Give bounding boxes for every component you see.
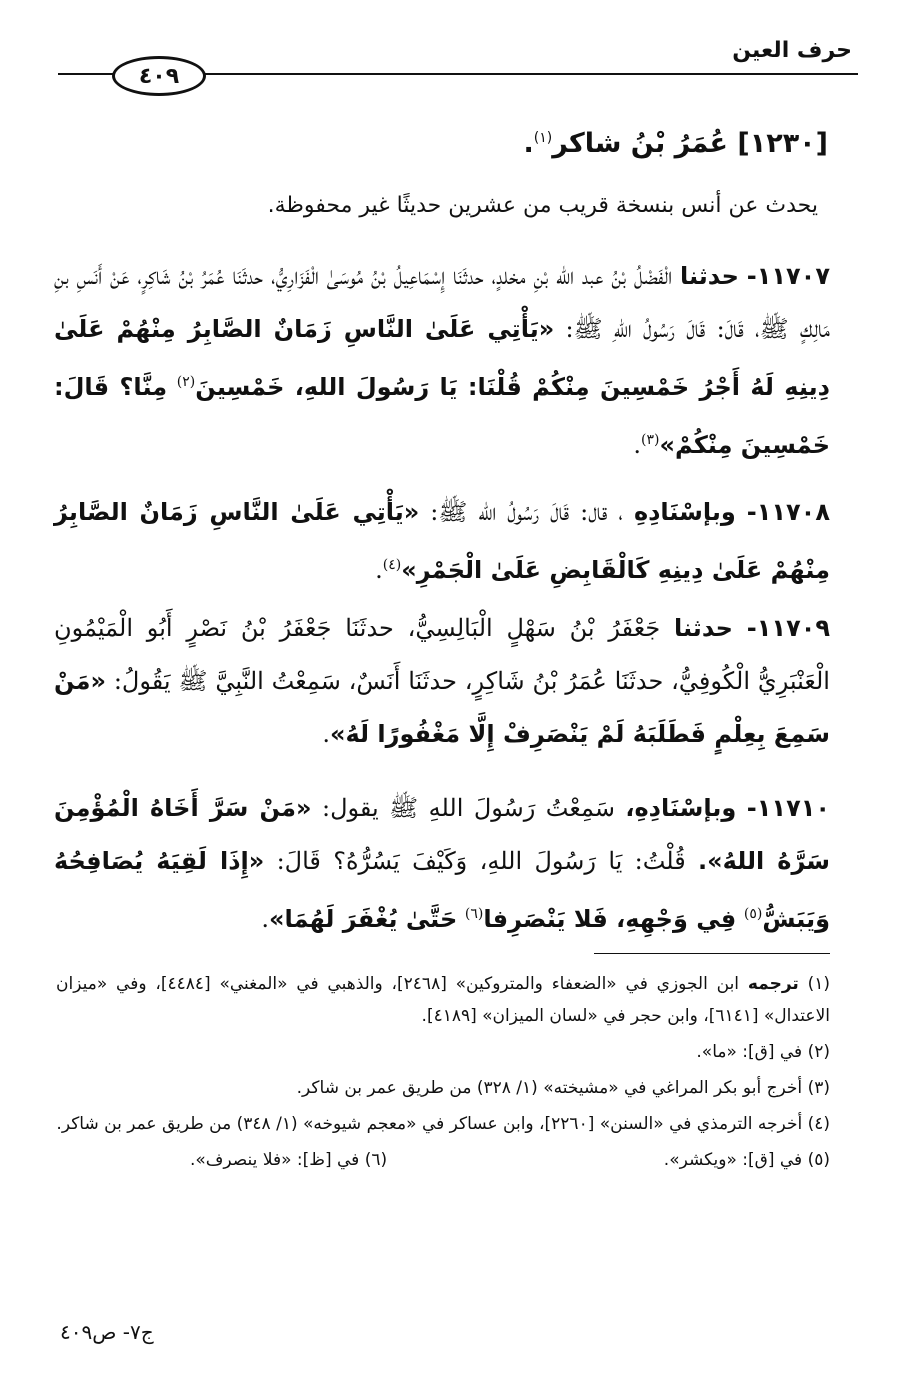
hadith-text: فِي وَجْهِهِ، فَلا يَنْصَرِفا xyxy=(483,905,737,933)
footnote-marker: (٢) xyxy=(176,374,196,390)
footnote-number: (٣) xyxy=(807,1078,830,1098)
page-number-badge xyxy=(112,56,206,96)
hadith-number: ١١٧١٠- xyxy=(746,794,831,822)
footnote-number: (٤) xyxy=(807,1114,830,1134)
hadith-text: «إِذَا لَقِيَهُ يُصَافِحُهُ وَيَبَشُّ xyxy=(54,847,830,933)
hadith-paragraph xyxy=(54,486,830,597)
footnote-separator xyxy=(594,953,830,954)
hadith-end: . xyxy=(261,905,269,933)
footnote-text: في [ق]: «ما». xyxy=(696,1042,803,1062)
hadith-text: «مَنْ سَرَّ أَخَاهُ الْمُؤْمِنَ سَرَّهُ اللهُ». xyxy=(54,794,830,875)
hadith-number: ١١٧٠٩- xyxy=(746,614,831,642)
footnote xyxy=(56,968,830,1032)
footnote-number: (٢) xyxy=(807,1042,830,1062)
footnote-number: (١) xyxy=(807,974,831,994)
footnote-number: (٦) xyxy=(364,1150,388,1170)
footnote-marker: (٣) xyxy=(641,432,660,448)
hadith-text: «يَأْتِي عَلَىٰ النَّاسِ زَمَانٌ الصَّابِرُ مِنْهُمْ عَلَىٰ دِينِهِ لَهُ أَجْرُ خَمْسِينَ مِنْكُمْ قُلْنَا: يَا رَسُولَ اللهِ، خَمْسِينَ xyxy=(54,315,830,401)
footnote-text: في [ق]: «ويكشر». xyxy=(663,1150,803,1170)
hadith-end: . xyxy=(633,431,642,459)
hadith-lead: وبإسْنَادِهِ، xyxy=(625,794,737,822)
hadith-number: ١١٧٠٨- xyxy=(746,498,830,526)
entry-name: عُمَرُ بْنُ شاكر xyxy=(552,128,728,159)
footnotes xyxy=(56,968,830,1180)
footnote xyxy=(56,1036,830,1068)
footnote xyxy=(190,1144,387,1176)
footnote-row xyxy=(190,1144,830,1176)
footnote xyxy=(664,1144,830,1176)
hadith-chain: ، قال: قَالَ رَسُولُ الله ﷺ: xyxy=(430,498,623,526)
hadith-chain: سَمِعْتُ رَسُولَ اللهِ ﷺ يقول: xyxy=(321,794,615,822)
footnote-text: في [ظ]: «فلا ينصرف». xyxy=(190,1150,360,1170)
hadith-chain: قُلْتُ: يَا رَسُولَ اللهِ، وَكَيْفَ يَسُرُّهُ؟ قَالَ: xyxy=(276,847,686,875)
hadith-number: ١١٧٠٧- xyxy=(746,262,830,290)
hadith-end: . xyxy=(322,720,330,748)
entry-intro: يحدث عن أنس بنسخة قريب من عشرين حديثًا غير محفوظة. xyxy=(267,193,818,218)
footnote-marker: (١) xyxy=(533,130,553,146)
footnote xyxy=(56,1072,830,1104)
hadith-lead: وبإسْنَادِهِ xyxy=(633,498,736,526)
footnote xyxy=(56,1108,830,1140)
hadith-text: «مَنْ سَمِعَ بِعِلْمٍ فَطَلَبَهُ لَمْ يَنْصَرِفْ إِلَّا مَغْفُورًا لَهُ» xyxy=(54,667,830,748)
entry-number: [١٢٣٠] xyxy=(737,128,828,159)
hadith-text: حَتَّىٰ يُغْفَرَ لَهُمَا» xyxy=(268,905,458,933)
entry-title: [١٢٣٠] عُمَرُ بْنُ شاكر$^{(١)}$. xyxy=(523,128,828,159)
hadith-chain: جَعْفَرُ بْنُ سَهْلٍ الْبَالِسِيُّ، حدثَنَا جَعْفَرُ بْنُ نَصْرٍ أَبُو الْمَيْمُونِ الْعَنْبَرِيُّ الْكُوفِيُّ، حدثَنَا عُمَرُ بْنُ شَاكِرٍ، حدثَنَا أَنَسٌ، سَمِعْتُ النَّبِيَّ ﷺ يَقُولُ: xyxy=(54,614,830,695)
footnote-marker: (٤) xyxy=(382,557,402,573)
footnote-text: ابن الجوزي في «الضعفاء والمتروكين» [٢٤٦٨]، والذهبي في «المغني» [٤٤٨٤]، وفي «ميزان الاعتدال» [٦١٤١]، وابن حجر في «لسان الميزان» [٤١٨٩]. xyxy=(56,974,830,1026)
chapter-title: حرف العين xyxy=(732,38,852,63)
footnote-number: (٥) xyxy=(807,1150,830,1170)
hadith-lead: حدثنا xyxy=(674,614,733,642)
hadith-paragraph xyxy=(54,250,830,472)
footnote-marker: (٥) xyxy=(743,906,763,922)
hadith-lead: حدثنا xyxy=(679,262,739,290)
hadith-text: مِنَّا؟ قَالَ: خَمْسِينَ مِنْكُمْ» xyxy=(54,373,830,459)
footnote-marker: (٦) xyxy=(464,906,484,922)
footnote-text: أخرجه الترمذي في «السنن» [٢٢٦٠]، وابن عساكر في «معجم شيوخه» (١/ ٣٤٨) من طريق عمر بن شاكر. xyxy=(56,1114,803,1134)
page-number: ٤٠٩ xyxy=(138,63,180,89)
hadith-end: . xyxy=(375,556,383,584)
volume-page-reference: ج٧- ص٤٠٩ xyxy=(60,1320,154,1344)
hadith-paragraph xyxy=(54,602,830,761)
hadith-text: «يَأْتِي عَلَىٰ النَّاسِ زَمَانٌ الصَّابِرُ مِنْهُمْ عَلَىٰ دِينِهِ كَالْقَابِضِ عَلَىٰ الْجَمْرِ» xyxy=(54,498,830,584)
footnote-text: أخرج أبو بكر المراغي في «مشيخته» (١/ ٣٢٨) من طريق عمر بن شاكر. xyxy=(296,1078,803,1098)
footnote-lead: ترجمه xyxy=(747,974,799,994)
hadith-chain: الْفَضْلُ بْنُ عبد الله بْنِ مخلدٍ، حدثَنَا إِسْمَاعِيلُ بْنُ مُوسَىٰ الْفَزَارِيُّ، حدثَنَا عُمَرُ بْنُ شَاكِرٍ، عَنْ أَنَسِ بنِ مَالِكٍ ﷺ، قَالَ: قَالَ رَسُولُ اللهِ ﷺ: xyxy=(54,262,830,343)
hadith-paragraph xyxy=(54,782,830,946)
